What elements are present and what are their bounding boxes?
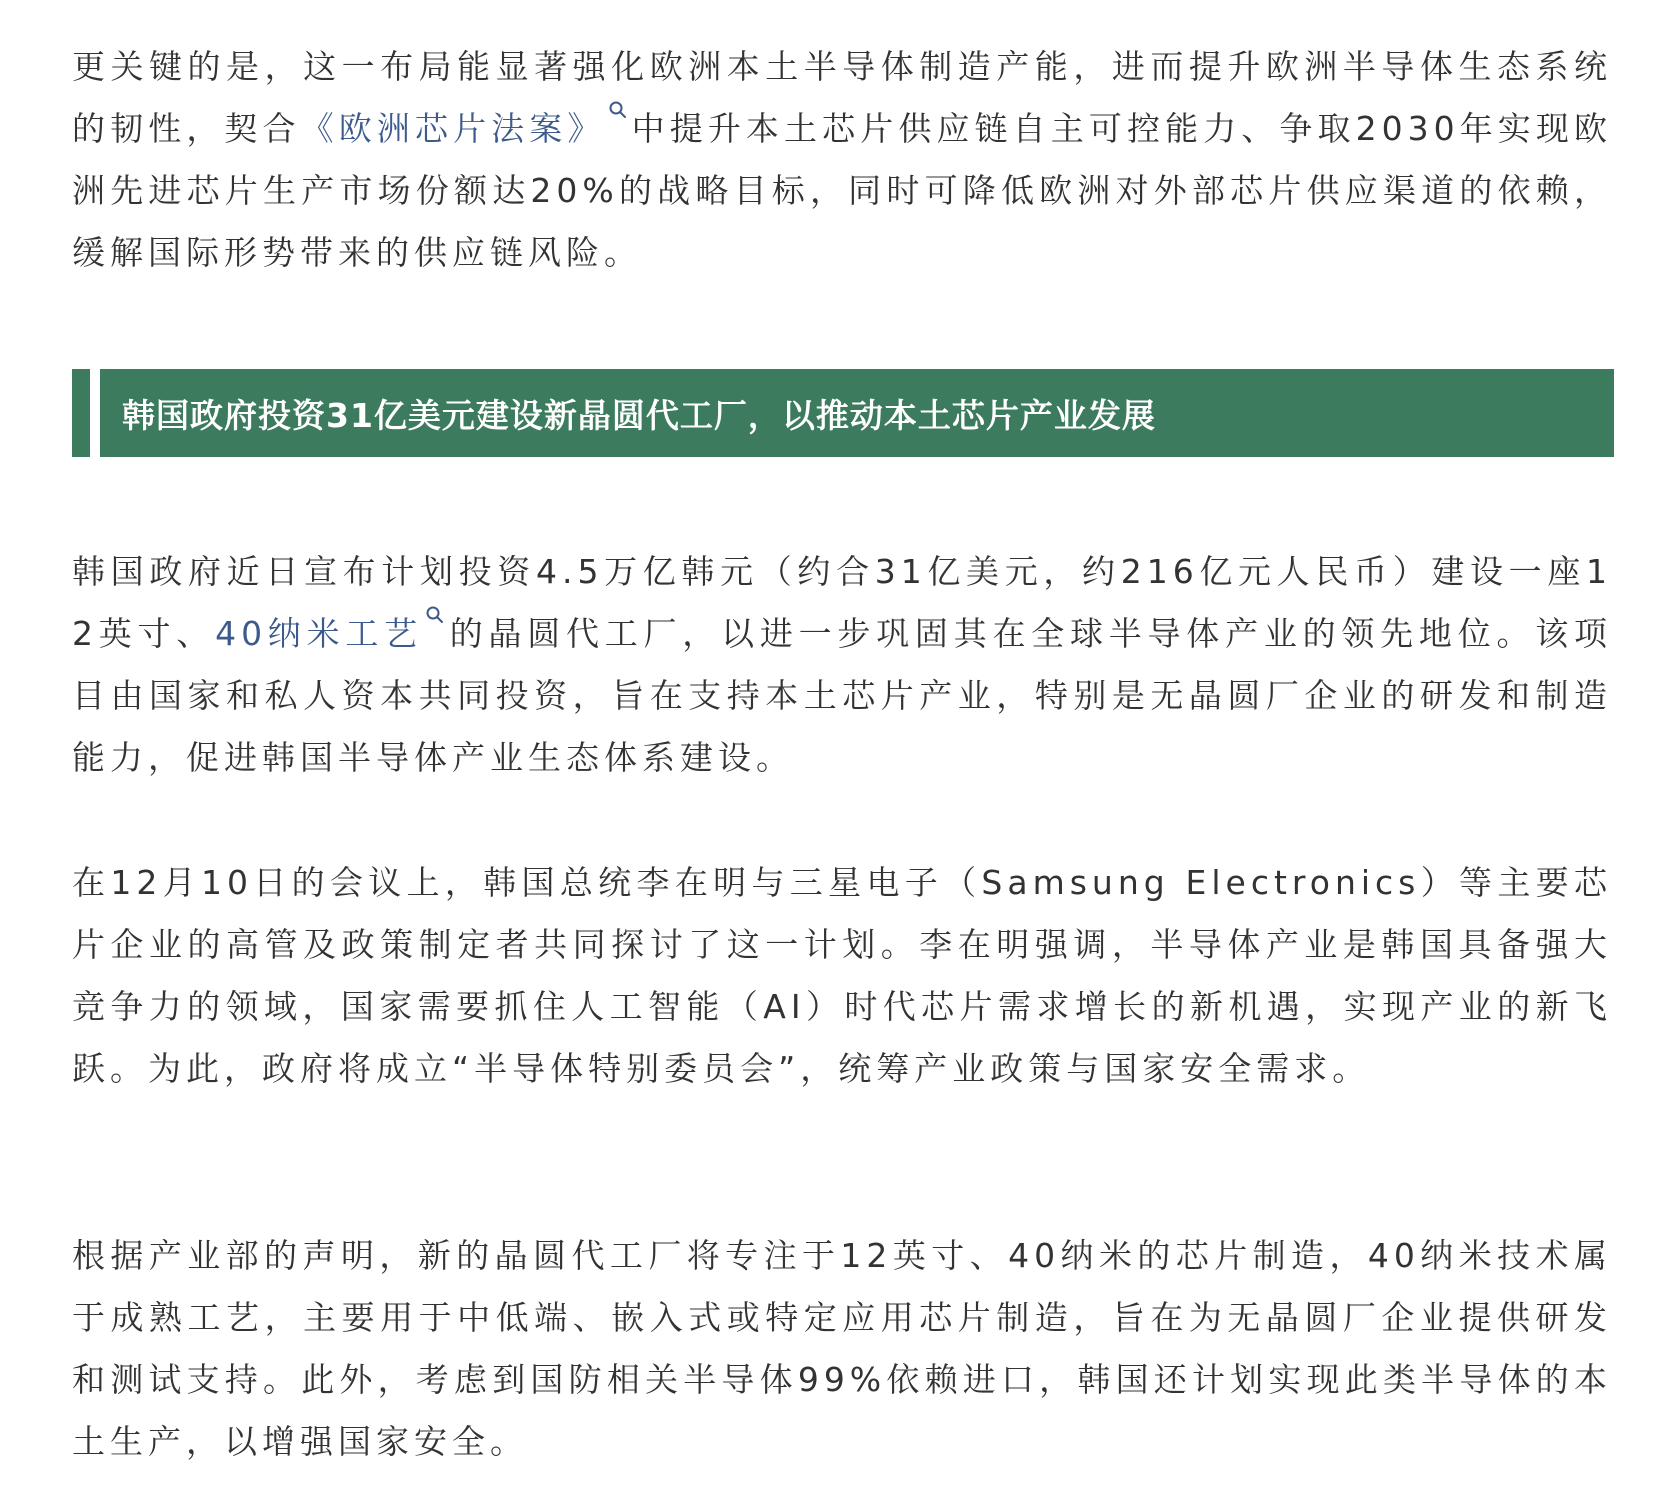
- paragraph-korea-investment: [72, 541, 1612, 789]
- paragraph-text: 韩国政府近日宣布计划投资4.5万亿韩元（约合31亿美元，约216亿元人民币）建设一座12英寸、: [72, 552, 1612, 653]
- eu-chips-act-link[interactable]: 《欧洲芯片法案》: [300, 109, 606, 148]
- paragraph-eu-chips: [72, 36, 1612, 284]
- paragraph-text: 中提升本土芯片供应链自主可控能力、争取2030年实现欧洲先进芯片生产市场份额达20%的战略目标，同时可降低欧洲对外部芯片供应渠道的依赖，缓解国际形势带来的供应链风险。: [72, 109, 1613, 272]
- search-icon[interactable]: [608, 98, 630, 126]
- section-title: 韩国政府投资31亿美元建设新晶圆代工厂，以推动本土芯片产业发展: [122, 395, 1156, 435]
- search-icon[interactable]: [425, 603, 447, 631]
- paragraph-statement: 根据产业部的声明，新的晶圆代工厂将专注于12英寸、40纳米的芯片制造，40纳米技术属于成熟工艺，主要用于中低端、嵌入式或特定应用芯片制造，旨在为无晶圆厂企业提供研发和测试支持。此外，考虑到国防相关半导体99%依赖进口，韩国还计划实现此类半导体的本土生产，以增强国家安全。: [72, 1236, 1612, 1461]
- paragraph-text: 更关键的是，这一布局能显著强化欧洲本土半导体制造产能，进而提升欧洲半导体生态系统的韧性，契合: [72, 47, 1612, 148]
- section-accent-bar: [72, 369, 90, 457]
- paragraph-meeting: 在12月10日的会议上，韩国总统李在明与三星电子（Samsung Electronics）等主要芯片企业的高管及政策制定者共同探讨了这一计划。李在明强调，半导体产业是韩国具备强大竞争力的领域，国家需要抓住人工智能（AI）时代芯片需求增长的新机遇，实现产业的新飞跃。为此，政府将成立“半导体特别委员会”，统筹产业政策与国家安全需求。: [72, 863, 1612, 1088]
- paragraph-text: 的晶圆代工厂，以进一步巩固其在全球半导体产业的领先地位。该项目由国家和私人资本共同投资，旨在支持本土芯片产业，特别是无晶圆厂企业的研发和制造能力，促进韩国半导体产业生态体系建设。: [72, 614, 1612, 777]
- article-body: [72, 36, 1612, 284]
- section-heading: [72, 369, 1614, 457]
- 40nm-process-link[interactable]: 40纳米工艺: [215, 614, 423, 653]
- section-title-box: [100, 369, 1614, 457]
